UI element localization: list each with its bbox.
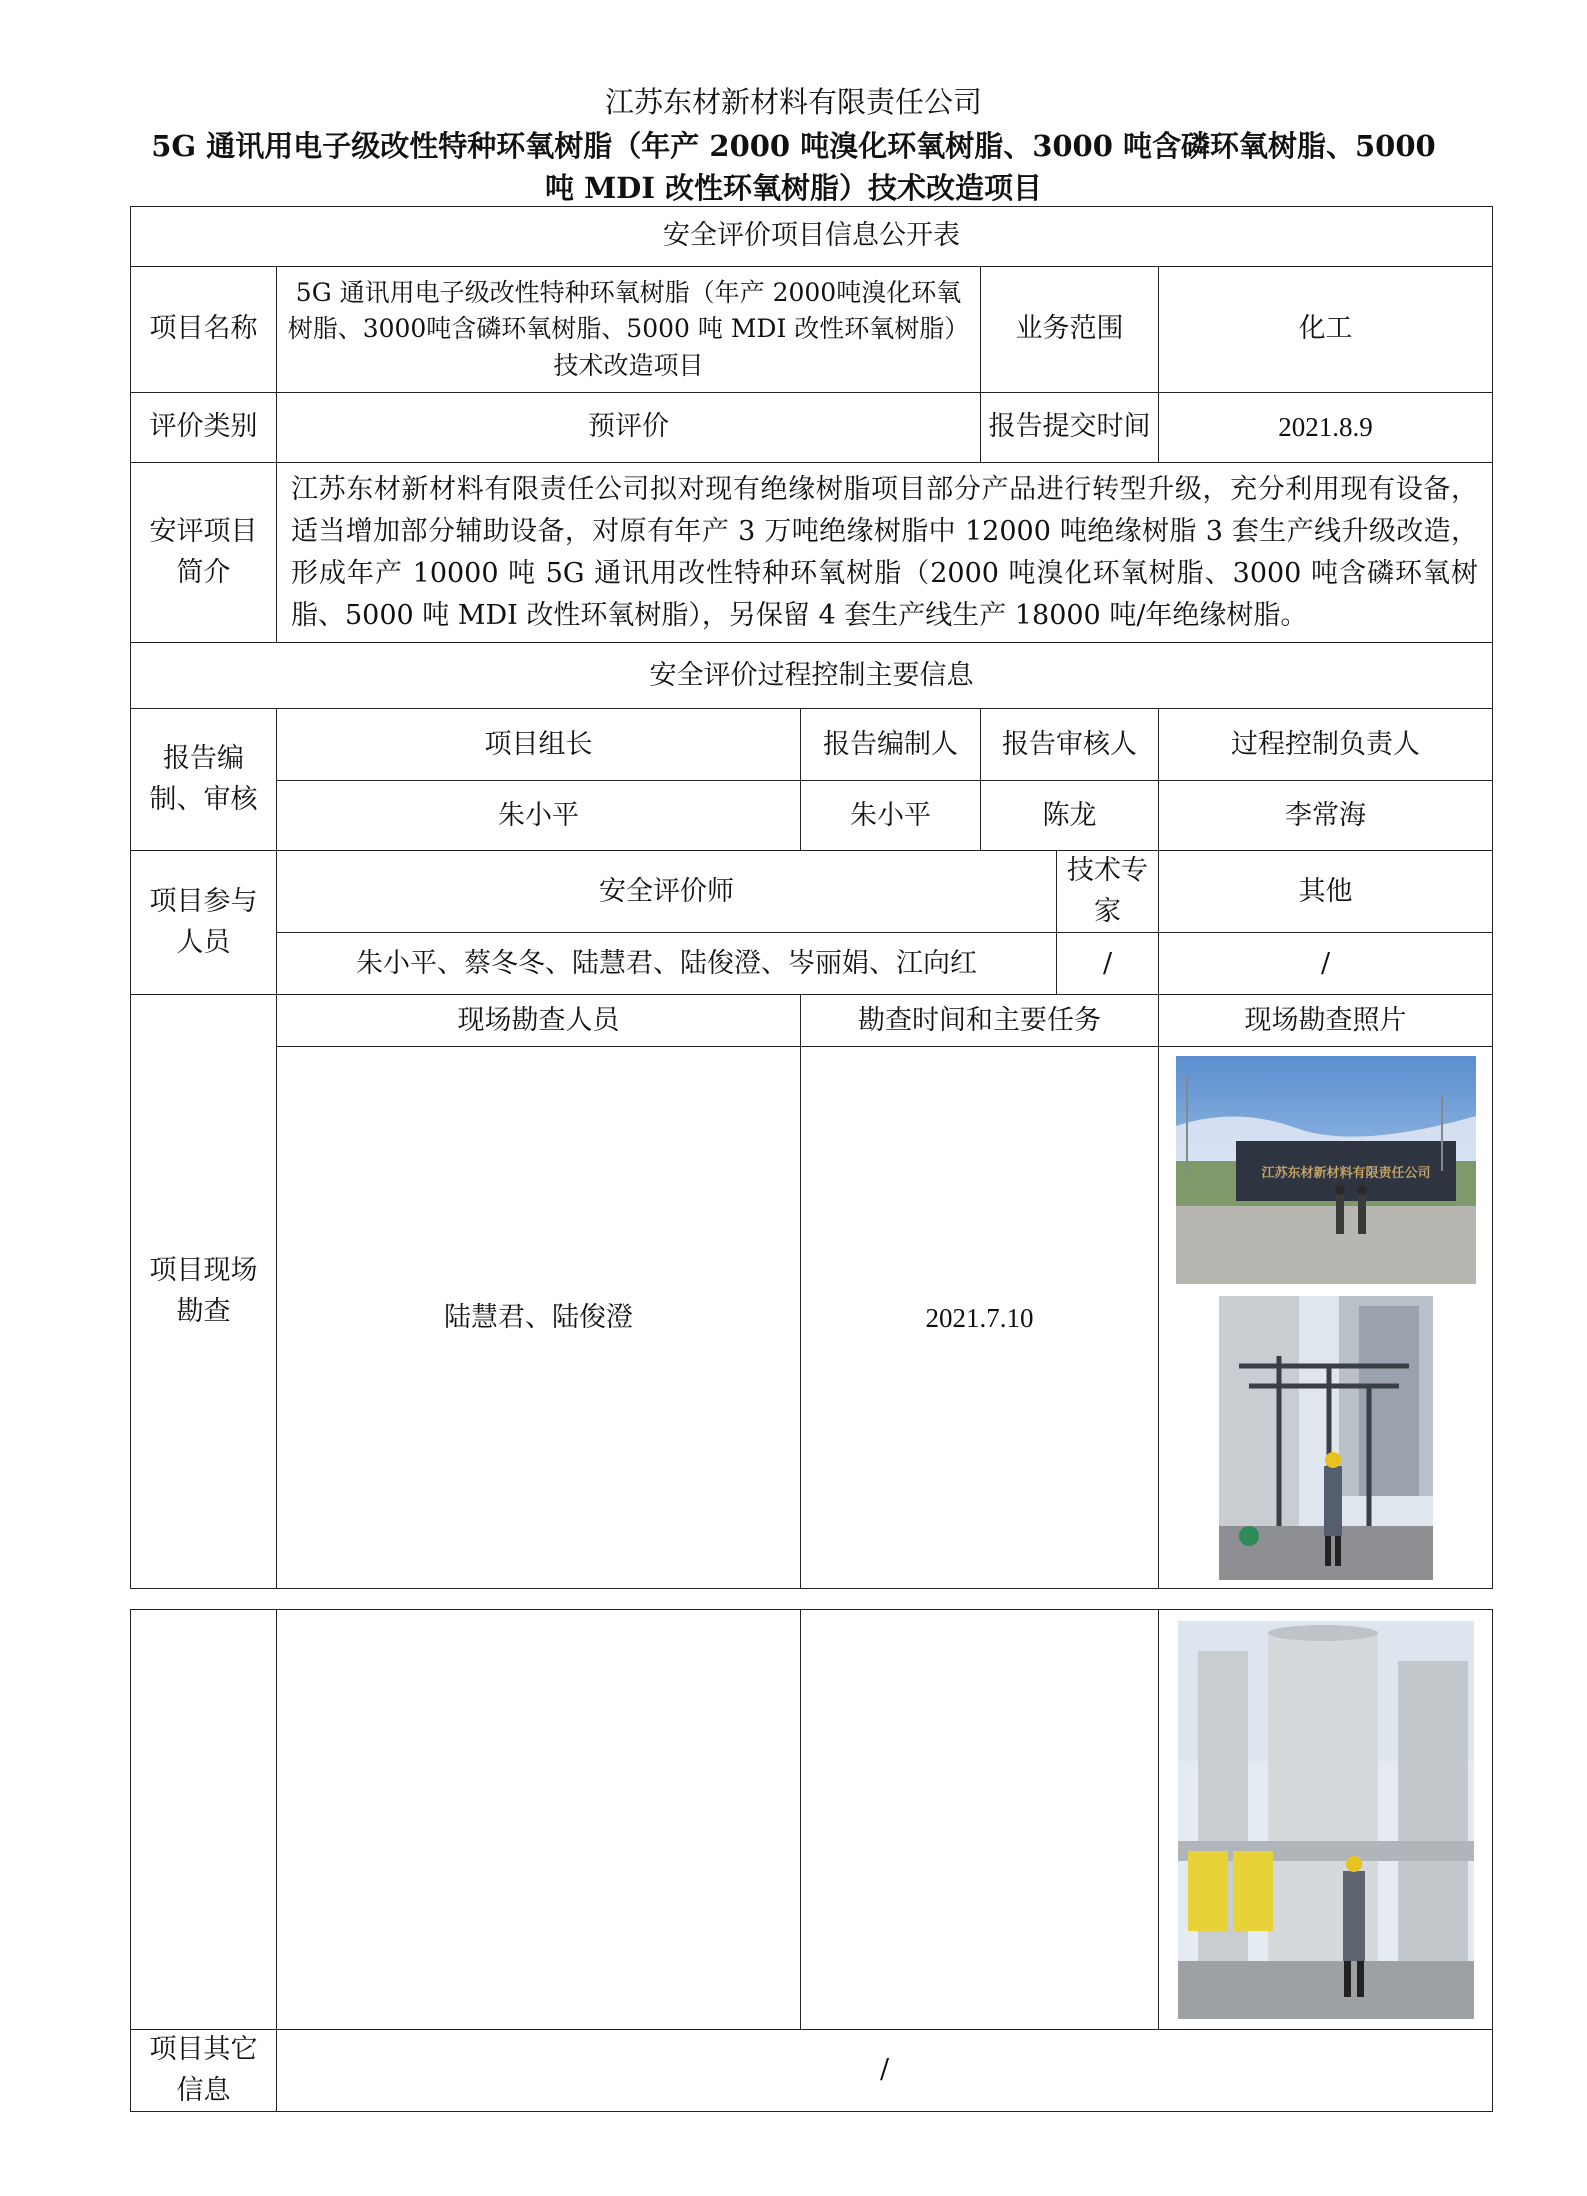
report-value-leader: 朱小平	[277, 781, 801, 851]
report-value-process: 李常海	[1159, 781, 1493, 851]
submit-time-value: 2021.8.9	[1159, 393, 1493, 463]
process-title: 安全评价过程控制主要信息	[131, 643, 1493, 709]
other-info-value: /	[277, 2030, 1493, 2112]
members-header-other: 其他	[1159, 851, 1493, 933]
site-photo-tanks-2	[1178, 1621, 1474, 2019]
members-header-expert: 技术专家	[1057, 851, 1159, 933]
site-photo-tanks-1	[1219, 1296, 1433, 1580]
report-header-reviewer: 报告审核人	[981, 709, 1159, 781]
intro-label: 安评项目简介	[131, 463, 277, 643]
report-label: 报告编制、审核	[131, 709, 277, 851]
project-name-value: 5G 通讯用电子级改性特种环氧树脂（年产 2000吨溴化环氧树脂、3000吨含磷环氧树脂、5000 吨 MDI 改性环氧树脂）技术改造项目	[277, 267, 981, 393]
survey-header-photos: 现场勘查照片	[1159, 995, 1493, 1047]
members-value-other: /	[1159, 933, 1493, 995]
survey-label: 项目现场勘查	[131, 995, 277, 1589]
survey-people: 陆慧君、陆俊澄	[277, 1047, 801, 1589]
empty-time-cell	[801, 1610, 1159, 2030]
members-header-assessor: 安全评价师	[277, 851, 1057, 933]
report-header-leader: 项目组长	[277, 709, 801, 781]
empty-people-cell	[277, 1610, 801, 2030]
survey-header-people: 现场勘查人员	[277, 995, 801, 1047]
members-value-assessor: 朱小平、蔡冬冬、陆慧君、陆俊澄、岑丽娟、江向红	[277, 933, 1057, 995]
project-title-line-2: 吨 MDI 改性环氧树脂）技术改造项目	[544, 171, 1042, 205]
report-value-author: 朱小平	[801, 781, 981, 851]
other-info-table	[130, 1609, 1493, 2112]
submit-time-label: 报告提交时间	[981, 393, 1159, 463]
intro-text: 江苏东材新材料有限责任公司拟对现有绝缘树脂项目部分产品进行转型升级，充分利用现有设备，适当增加部分辅助设备，对原有年产 3 万吨绝缘树脂中 12000 吨绝缘树脂 3 套生产线升级改造，形成年产 10000 吨 5G 通讯用改性特种环氧树脂（2000 吨溴化环氧树脂、3000 吨含磷环氧树脂、5000 吨 MDI 改性环氧树脂），另保留 4 套生产线生产 18000 吨/年绝缘树脂。	[277, 463, 1493, 643]
survey-time: 2021.7.10	[801, 1047, 1159, 1589]
report-header-author: 报告编制人	[801, 709, 981, 781]
members-label: 项目参与人员	[131, 851, 277, 995]
scope-value: 化工	[1159, 267, 1493, 393]
category-value: 预评价	[277, 393, 981, 463]
project-title-line-1: 5G 通讯用电子级改性特种环氧树脂（年产 2000 吨溴化环氧树脂、3000 吨含磷环氧树脂、5000	[151, 129, 1436, 163]
members-value-expert: /	[1057, 933, 1159, 995]
report-header-process: 过程控制负责人	[1159, 709, 1493, 781]
empty-label-cell	[131, 1610, 277, 2030]
survey-header-time: 勘查时间和主要任务	[801, 995, 1159, 1047]
scope-label: 业务范围	[981, 267, 1159, 393]
site-photo-gate	[1176, 1056, 1476, 1284]
other-info-label: 项目其它信息	[131, 2030, 277, 2112]
report-value-reviewer: 陈龙	[981, 781, 1159, 851]
project-name-label: 项目名称	[131, 267, 277, 393]
category-label: 评价类别	[131, 393, 277, 463]
gate-sign-text: 江苏东材新材料有限责任公司	[1261, 1165, 1431, 1181]
table-title: 安全评价项目信息公开表	[131, 207, 1493, 267]
info-table	[130, 206, 1493, 1589]
company-title: 江苏东材新材料有限责任公司	[604, 85, 982, 119]
